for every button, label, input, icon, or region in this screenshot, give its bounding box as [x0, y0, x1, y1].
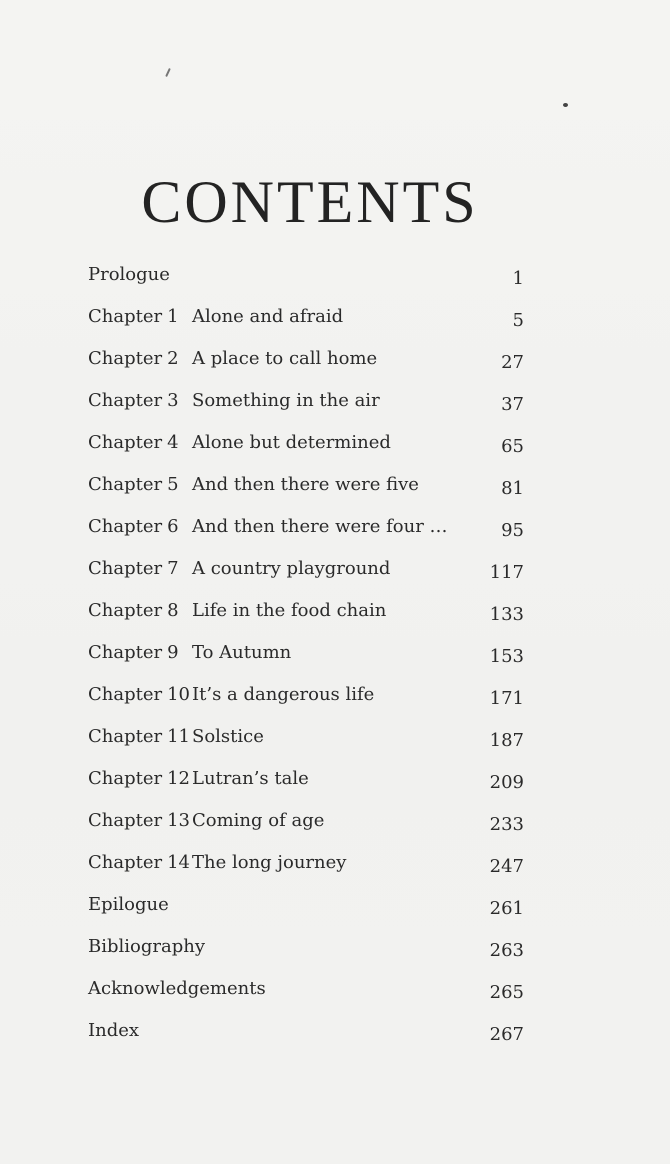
toc-entry-label [88, 300, 179, 334]
toc-entry [88, 594, 528, 636]
toc-entry-label-text: Chapter [88, 684, 163, 705]
toc-chapter-number: 10 [167, 684, 191, 705]
toc-entry [88, 258, 528, 300]
toc-chapter-number: 6 [167, 516, 179, 537]
toc-chapter-title: And then there were four … [192, 516, 448, 537]
toc-page-number: 187 [489, 730, 524, 751]
toc-entry-label-text: Chapter [88, 726, 163, 747]
toc-chapter-title: Life in the food chain [192, 600, 387, 621]
toc-chapter-number: 2 [167, 348, 179, 369]
toc-entry-label-text: Chapter [88, 474, 163, 495]
page-title: CONTENTS [141, 169, 479, 235]
table-of-contents [88, 258, 528, 1056]
toc-page-number: 263 [489, 940, 524, 961]
toc-chapter-number: 13 [167, 810, 191, 831]
toc-entry-label [88, 384, 179, 418]
ink-speck [563, 103, 568, 107]
toc-entry-label-text: Chapter [88, 390, 163, 411]
toc-chapter-title: Something in the air [192, 390, 380, 411]
toc-entry-label-text: Bibliography [88, 936, 205, 957]
toc-chapter-title: It’s a dangerous life [192, 684, 375, 705]
toc-page-number: 27 [501, 352, 524, 373]
toc-chapter-number: 8 [167, 600, 179, 621]
toc-entry [88, 804, 528, 846]
toc-entry [88, 846, 528, 888]
toc-entry-label [88, 972, 266, 1006]
toc-entry [88, 636, 528, 678]
toc-entry-label [88, 888, 169, 922]
toc-entry [88, 384, 528, 426]
toc-entry-label-text: Chapter [88, 306, 163, 327]
toc-chapter-number: 4 [167, 432, 179, 453]
toc-entry-label-text: Chapter [88, 600, 163, 621]
toc-entry-label-text: Index [88, 1020, 140, 1041]
toc-page-number: 1 [512, 268, 524, 289]
toc-entry-label [88, 720, 190, 754]
ink-stroke [165, 68, 171, 77]
toc-chapter-title: And then there were five [192, 474, 419, 495]
toc-entry-label-text: Chapter [88, 810, 163, 831]
toc-entry [88, 720, 528, 762]
toc-entry-label-text: Chapter [88, 432, 163, 453]
toc-page-number: 171 [489, 688, 524, 709]
toc-entry [88, 510, 528, 552]
toc-entry-label [88, 342, 179, 376]
toc-entry [88, 1014, 528, 1056]
toc-entry-label [88, 762, 190, 796]
toc-chapter-title: Alone and afraid [192, 306, 344, 327]
toc-entry-label [88, 594, 179, 628]
toc-chapter-title: A place to call home [192, 348, 378, 369]
toc-page-number: 81 [501, 478, 524, 499]
toc-entry [88, 678, 528, 720]
toc-chapter-title: Solstice [192, 726, 264, 747]
toc-entry [88, 762, 528, 804]
toc-entry-label-text: Chapter [88, 516, 163, 537]
toc-page-number: 133 [489, 604, 524, 625]
toc-page-number: 209 [489, 772, 524, 793]
toc-page-number: 5 [512, 310, 524, 331]
toc-entry-label-text: Chapter [88, 768, 163, 789]
toc-entry [88, 342, 528, 384]
toc-page-number: 65 [501, 436, 524, 457]
toc-entry-label-text: Chapter [88, 558, 163, 579]
toc-entry-label [88, 804, 190, 838]
toc-entry-label [88, 426, 179, 460]
toc-chapter-title: Coming of age [192, 810, 325, 831]
toc-chapter-title: A country playground [192, 558, 391, 579]
toc-page-number: 153 [489, 646, 524, 667]
toc-entry-label [88, 1014, 139, 1048]
toc-chapter-title: Lutran’s tale [192, 768, 309, 789]
toc-entry-label [88, 930, 205, 964]
toc-chapter-title: The long journey [192, 852, 347, 873]
toc-entry-label-text: Chapter [88, 852, 163, 873]
toc-chapter-number: 11 [167, 726, 191, 747]
toc-page-number: 247 [489, 856, 524, 877]
toc-page-number: 117 [489, 562, 524, 583]
toc-entry-label [88, 510, 179, 544]
toc-chapter-number: 1 [167, 306, 179, 327]
toc-entry-label-text: Chapter [88, 348, 163, 369]
toc-entry-label-text: Acknowledgements [88, 978, 266, 999]
toc-entry-label [88, 846, 190, 880]
toc-entry [88, 972, 528, 1014]
toc-chapter-number: 7 [167, 558, 179, 579]
toc-entry-label [88, 552, 179, 586]
toc-page-number: 267 [489, 1024, 524, 1045]
toc-entry-label [88, 636, 179, 670]
toc-entry [88, 300, 528, 342]
toc-page-number: 261 [489, 898, 524, 919]
toc-chapter-number: 9 [167, 642, 179, 663]
toc-chapter-number: 12 [167, 768, 191, 789]
toc-chapter-title: Alone but determined [192, 432, 391, 453]
toc-entry [88, 468, 528, 510]
toc-entry [88, 888, 528, 930]
toc-chapter-title: To Autumn [192, 642, 292, 663]
toc-entry-label-text: Prologue [88, 264, 170, 285]
toc-chapter-number: 5 [167, 474, 179, 495]
toc-page-number: 37 [501, 394, 524, 415]
toc-entry-label [88, 678, 190, 712]
toc-entry [88, 552, 528, 594]
toc-entry [88, 930, 528, 972]
toc-entry [88, 426, 528, 468]
toc-page-number: 95 [501, 520, 524, 541]
toc-page-number: 233 [489, 814, 524, 835]
toc-page-number: 265 [489, 982, 524, 1003]
toc-entry-label [88, 468, 179, 502]
toc-entry-label [88, 258, 170, 292]
toc-entry-label-text: Epilogue [88, 894, 169, 915]
toc-entry-label-text: Chapter [88, 642, 163, 663]
toc-chapter-number: 14 [167, 852, 191, 873]
toc-chapter-number: 3 [167, 390, 179, 411]
